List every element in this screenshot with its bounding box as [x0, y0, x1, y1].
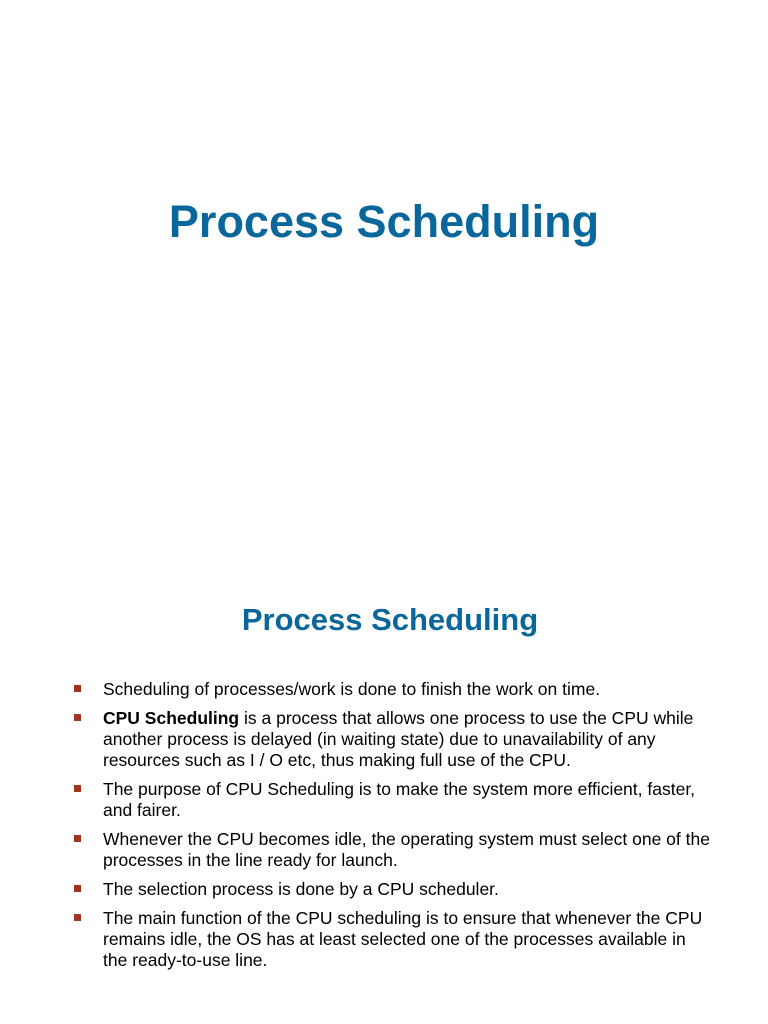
square-bullet-icon	[74, 685, 81, 692]
bullet-item	[74, 779, 714, 821]
bullet-text: Scheduling of processes/work is done to finish the work on time.	[103, 679, 601, 699]
bullet-text: Whenever the CPU becomes idle, the operating system must select one of the processes in the line ready for launch.	[103, 829, 710, 870]
slide-heading: Process Scheduling	[241, 602, 539, 637]
bullet-item	[74, 879, 714, 900]
bullet-item	[74, 679, 714, 700]
bullet-text: CPU Scheduling is a process that allows one process to use the CPU while another process is delayed (in waiting state) due to unavailability of any resources such as I / O etc, thus making full use of the CPU.	[103, 708, 694, 770]
square-bullet-icon	[74, 714, 81, 721]
bullet-item	[74, 908, 714, 971]
bullet-list	[74, 679, 714, 979]
bullet-text: The selection process is done by a CPU scheduler.	[103, 879, 499, 899]
square-bullet-icon	[74, 914, 81, 921]
square-bullet-icon	[74, 885, 81, 892]
content-slide	[0, 576, 768, 1024]
bullet-text: The main function of the CPU scheduling is to ensure that whenever the CPU remains idle, the OS has at least selected one of the processes available in the ready-to-use line.	[103, 908, 703, 970]
slide-title: Process Scheduling	[168, 196, 600, 247]
square-bullet-icon	[74, 835, 81, 842]
square-bullet-icon	[74, 785, 81, 792]
bullet-text: The purpose of CPU Scheduling is to make the system more efficient, faster, and fairer.	[103, 779, 696, 820]
bold-term: CPU Scheduling	[103, 708, 240, 728]
bullet-item	[74, 708, 714, 771]
bullet-item	[74, 829, 714, 871]
